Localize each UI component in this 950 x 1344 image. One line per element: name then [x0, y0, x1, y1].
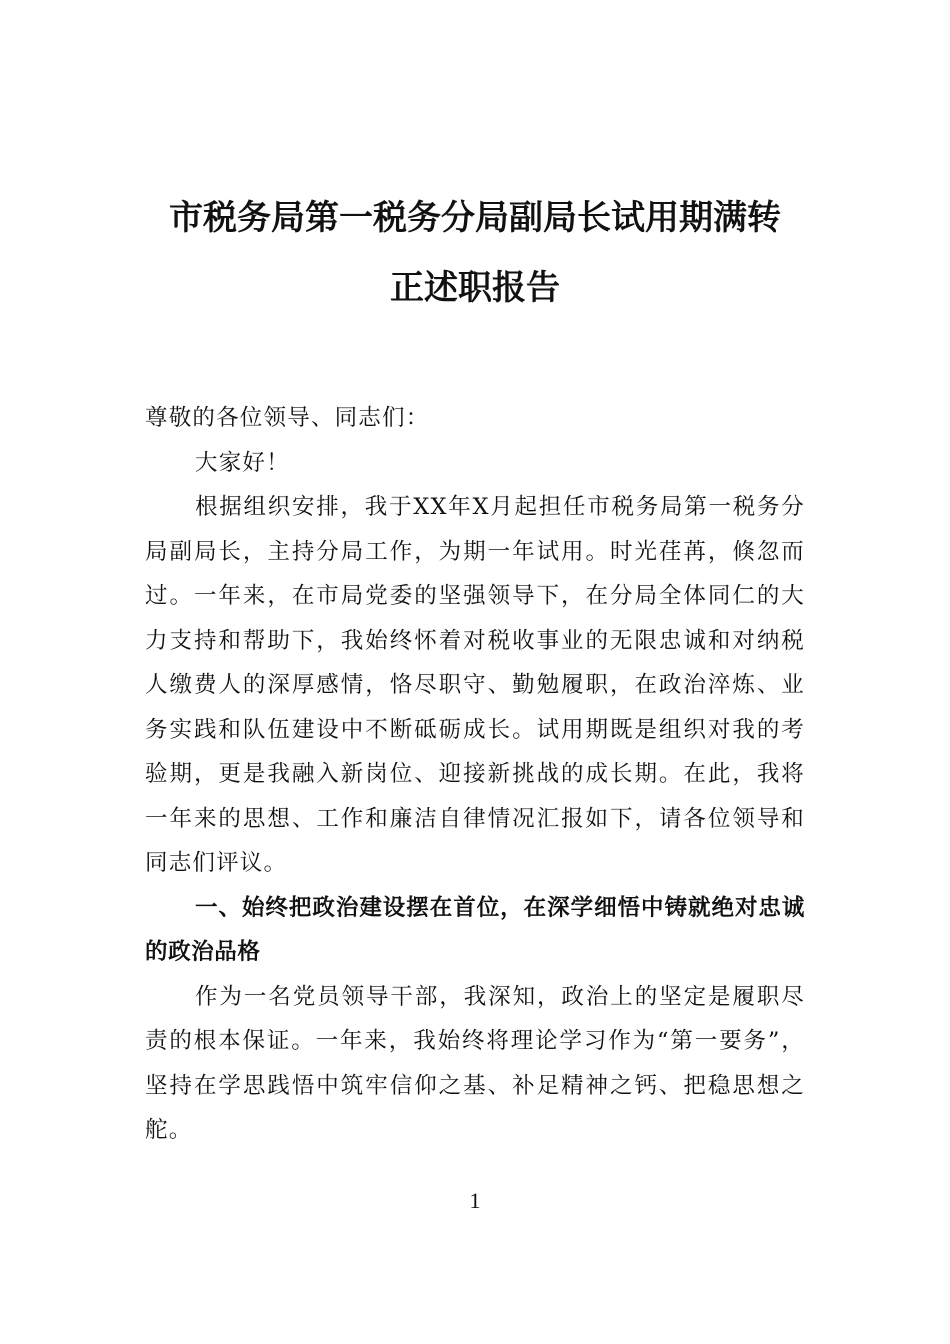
section-heading-1: 一、始终把政治建设摆在首位，在深学细悟中铸就绝对忠诚的政治品格 [145, 894, 805, 965]
document-body [145, 396, 805, 1153]
document-title-line-2: 正述职报告 [390, 268, 560, 308]
greeting: 大家好！ [195, 449, 290, 476]
document-title-line-1: 市税务局第一税务分局副局长试用期满转 [169, 198, 781, 238]
paragraph-intro: 根据组织安排，我于XX年X月起担任市税务局第一税务分局副局长，主持分局工作，为期一年试用。时光荏苒，倏忽而过。一年来，在市局党委的坚强领导下，在分局全体同仁的大力支持和帮助下，我始终怀着对税收事业的无限忠诚和对纳税人缴费人的深厚感情，恪尽职守、勤勉履职，在政治淬炼、业务实践和队伍建设中不断砥砺成长。试用期既是组织对我的考验期，更是我融入新岗位、迎接新挑战的成长期。在此，我将一年来的思想、工作和廉洁自律情况汇报如下，请各位领导和同志们评议。 [145, 494, 805, 876]
salutation: 尊敬的各位领导、同志们： [145, 405, 430, 431]
paragraph-section-1: 作为一名党员领导干部，我深知，政治上的坚定是履职尽责的根本保证。一年来，我始终将理论学习作为“第一要务”，坚持在学思践悟中筑牢信仰之基、补足精神之钙、把稳思想之舵。 [145, 983, 805, 1143]
page-number: 1 [469, 1188, 481, 1213]
